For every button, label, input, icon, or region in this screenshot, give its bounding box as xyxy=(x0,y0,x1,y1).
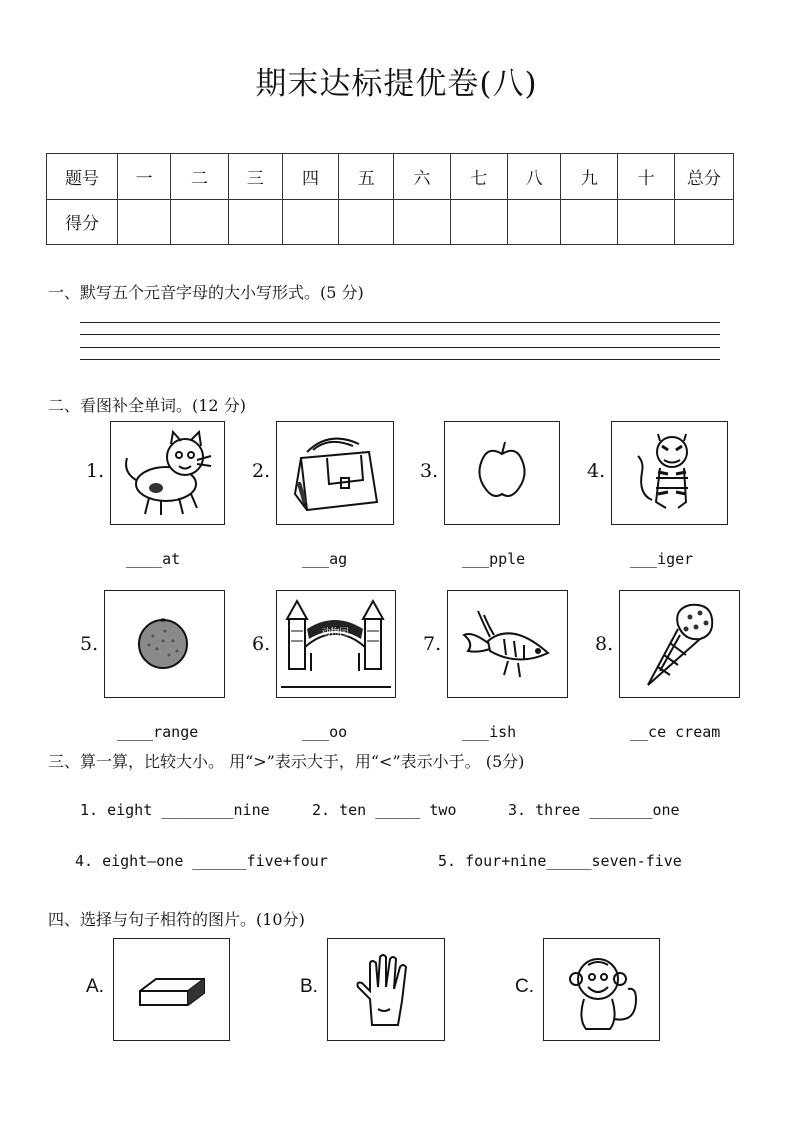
score-table xyxy=(46,153,734,245)
math-question[interactable]: 1. eight ________nine xyxy=(80,801,270,819)
fill-word[interactable]: ___ag xyxy=(302,550,348,568)
item-number: 4. xyxy=(587,460,606,482)
option-picture-box[interactable] xyxy=(113,938,230,1041)
fill-word[interactable]: ___pple xyxy=(462,550,526,568)
picture-box xyxy=(104,590,225,698)
section-4-heading: 四、选择与句子相符的图片。(10分) xyxy=(48,910,305,929)
score-header-cell: 九 xyxy=(561,154,618,200)
item-number: 2. xyxy=(252,460,271,482)
writing-line[interactable] xyxy=(80,359,720,360)
section-3-heading: 三、算一算，比较大小。 用“>”表示大于，用“<”表示小于。 (5分) xyxy=(48,752,525,771)
math-question[interactable]: 3. three _______one xyxy=(508,801,680,819)
writing-line[interactable] xyxy=(80,334,720,335)
item-number: 3. xyxy=(420,460,439,482)
score-header-cell: 十 xyxy=(618,154,674,200)
item-number: 8. xyxy=(595,633,614,655)
item-number: 1. xyxy=(86,460,105,482)
score-cell[interactable] xyxy=(339,199,394,245)
ice-cream-icon xyxy=(620,591,739,697)
option-picture-box[interactable] xyxy=(543,938,660,1041)
writing-line[interactable] xyxy=(80,322,720,323)
score-cell[interactable] xyxy=(561,199,618,245)
fill-word[interactable]: ___ish xyxy=(462,723,517,741)
score-table-header-row xyxy=(47,154,734,200)
orange-icon xyxy=(105,591,224,697)
score-header-cell: 总分 xyxy=(674,154,733,200)
score-header-cell: 五 xyxy=(339,154,394,200)
option-picture-box[interactable] xyxy=(327,938,445,1041)
score-row-label: 得分 xyxy=(47,199,118,245)
score-cell[interactable] xyxy=(117,199,170,245)
option-letter: C. xyxy=(515,976,534,997)
section-1-heading: 一、默写五个元音字母的大小写形式。(5 分) xyxy=(48,283,364,302)
score-cell[interactable] xyxy=(618,199,674,245)
score-header-cell: 六 xyxy=(394,154,450,200)
tiger-icon xyxy=(612,422,727,524)
picture-box xyxy=(276,590,396,698)
score-cell[interactable] xyxy=(228,199,282,245)
page-title: 期末达标提优卷(八) xyxy=(255,66,538,102)
zoo-icon xyxy=(277,591,395,697)
picture-box xyxy=(276,421,394,525)
fill-word[interactable]: ___iger xyxy=(630,550,694,568)
zoo-sign-text: 动物园 xyxy=(321,628,349,638)
score-header-cell: 二 xyxy=(171,154,228,200)
picture-box xyxy=(444,421,560,525)
fill-word[interactable]: __ce cream xyxy=(630,723,721,741)
hand-icon xyxy=(328,939,444,1040)
option-letter: B. xyxy=(300,976,318,997)
math-question[interactable]: 5. four+nine_____seven-five xyxy=(438,852,682,870)
item-number: 6. xyxy=(252,633,271,655)
fill-word[interactable]: ___oo xyxy=(302,723,348,741)
bag-icon xyxy=(277,422,393,524)
fill-word[interactable]: ____range xyxy=(117,723,199,741)
score-cell[interactable] xyxy=(450,199,507,245)
score-header-cell: 题号 xyxy=(47,154,118,200)
score-header-cell: 三 xyxy=(228,154,282,200)
fish-icon xyxy=(448,591,567,697)
score-cell[interactable] xyxy=(394,199,450,245)
section-2-heading: 二、看图补全单词。(12 分) xyxy=(48,396,246,415)
fill-word[interactable]: ____at xyxy=(126,550,181,568)
score-header-cell: 七 xyxy=(450,154,507,200)
score-table-input-row xyxy=(47,199,734,245)
math-question[interactable]: 4. eight—one ______five+four xyxy=(75,852,328,870)
item-number: 7. xyxy=(423,633,442,655)
score-cell[interactable] xyxy=(282,199,338,245)
math-question[interactable]: 2. ten _____ two xyxy=(312,801,457,819)
monkey-icon xyxy=(544,939,659,1040)
score-cell[interactable] xyxy=(674,199,733,245)
cat-icon xyxy=(111,422,224,524)
picture-box xyxy=(110,421,225,525)
score-cell[interactable] xyxy=(171,199,228,245)
eraser-icon xyxy=(114,939,229,1040)
picture-box xyxy=(619,590,740,698)
writing-line[interactable] xyxy=(80,347,720,348)
score-cell[interactable] xyxy=(507,199,560,245)
item-number: 5. xyxy=(80,633,99,655)
score-header-cell: 一 xyxy=(117,154,170,200)
picture-box xyxy=(447,590,568,698)
score-header-cell: 八 xyxy=(507,154,560,200)
option-letter: A. xyxy=(86,976,104,997)
score-header-cell: 四 xyxy=(282,154,338,200)
apple-icon xyxy=(445,422,559,524)
picture-box xyxy=(611,421,728,525)
